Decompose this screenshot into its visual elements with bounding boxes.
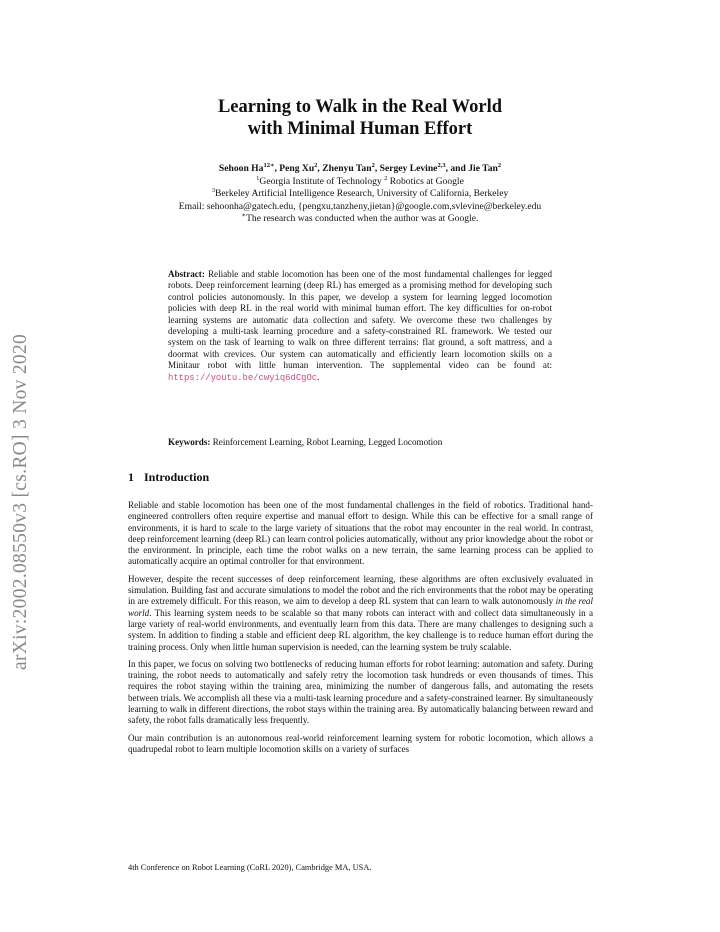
section-number: 1 [128,470,134,484]
affiliation-1: Georgia Institute of Technology [259,175,385,187]
keywords-text: Reinforcement Learning, Robot Learning, Legged Locomotion [210,437,443,447]
author-note [100,213,620,226]
author-3-affiliation: 2 [371,161,375,169]
paragraph-4: Our main contribution is an autonomous real-world reinforcement learning system for robotic locomotion, which allows a quadrupedal robot to learn multiple locomotion skills on a variety of surfaces [128,732,593,754]
author-2-affiliation: 2 [314,161,318,169]
email-line [100,201,620,214]
abstract-text: Reliable and stable locomotion has been one of the most fundamental challenges for legged robots. Deep reinforcement learning (deep RL) has emerged as a promising method for developing such control policies autonomously. In this paper, we develop a system for learning legged locomotion policies with deep RL in the real world with minimal human effort. The key difficulties for on-robot learning systems are automatic data collection and safety. We overcome these two challenges by developing a multi-task learning procedure and a safety-constrained RL framework. We tested our system on the task of learning to walk on three different terrains: flat ground, a soft mattress, and a doormat with crevices. Our system can automatically and efficiently learn locomotion skills on a Minitaur robot with little human intervention. The supplemental video can be found at: [168,269,552,371]
paragraph-2-part-1: However, despite the recent successes of deep reinforcement learning, these algorithms are often exclusively evaluated in simulation. Building fast and accurate simulations to model the robot and the rich environments that the robot may be operating in are extremely difficult. For this reason, we aim to develop a deep RL system that can learn to walk autonomously [128,573,593,607]
affiliation-3-marker: 3 [211,186,215,194]
keywords-label: Keywords: [168,437,211,447]
email-addresses: sehoonha@gatech.edu, {pengxu,tanzheny,jietan}@google.com,svlevine@berkeley.edu [206,200,542,212]
affiliation-3: Berkeley Artificial Intelligence Research, University of California, Berkeley [214,188,509,199]
affiliation-2-marker: 2 [384,174,388,182]
paragraph-1: Reliable and stable locomotion has been one of the most fundamental challenges in the field of robotics. Traditional hand-engineered controllers often require expertise and manual effort to design. While this can be effective for a small range of environments, it is hard to scale to the large variety of situations that the robot may encounter in the real world. In contrast, deep reinforcement learning (deep RL) can learn control policies automatically, without any prior knowledge about the robot or the environment. In principle, each time the robot walks on a new terrain, the same learning process can be applied to automatically acquire an optimal controller for that environment. [128,500,593,567]
section-heading-introduction [128,470,209,485]
abstract-label: Abstract: [168,269,205,279]
arxiv-identifier-stamp: arXiv:2002.08550v3 [cs.RO] 3 Nov 2020 [10,333,31,670]
author-2: , Peng Xu [274,163,315,174]
author-3: , Zhenyu Tan [317,163,372,174]
paragraph-3: In this paper, we focus on solving two bottlenecks of reducing human efforts for robot learning: automation and safety. During training, the robot needs to automatically and safely retry the locomotion task hundreds or even thousands of times. This requires the robot staying within the training area, minimizing the number of dangerous falls, and automating the resets between trials. We accomplish all these via a multi-task learning procedure and a safety-constrained learner. By simultaneously learning to walk in different directions, the robot stays within the training area. By automatically balancing between reward and safety, the robot falls dramatically less frequently. [128,658,593,726]
author-names [100,163,620,176]
introduction-body [128,500,593,761]
author-4: , Sergey Levine [374,163,438,174]
author-block [100,163,620,226]
affiliation-2: Robotics at Google [387,175,464,187]
author-1-affiliation: 12∗ [263,161,275,169]
conference-footnote: 4th Conference on Robot Learning (CoRL 2020), Cambridge MA, USA. [128,863,372,872]
video-link[interactable]: https://youtu.be/cwyiq6dCgOc [168,372,318,383]
paper-title-line-1: Learning to Walk in the Real World [217,97,503,117]
author-note-marker: ∗ [241,211,247,219]
affiliation-1-marker: 1 [256,174,260,182]
paper-title [120,96,600,140]
author-5: , and Jie Tan [445,163,498,174]
abstract [168,269,552,384]
paragraph-2-emphasis: in the real world [128,596,593,618]
email-label: Email: [178,200,207,212]
abstract-paragraph [168,269,552,384]
abstract-end: . [317,371,320,382]
section-title: Introduction [144,470,210,484]
paragraph-2 [128,574,593,653]
paper-title-line-2: with Minimal Human Effort [247,119,473,139]
author-1: Sehoon Ha [218,163,264,174]
author-4-affiliation: 2,3 [437,161,446,169]
author-note-text: The research was conducted when the author was at Google. [246,213,479,224]
keywords [168,437,552,448]
paragraph-2-part-2: . This learning system needs to be scalable so that many robots can interact with and collect data simultaneously in a large variety of real-world environments, and eventually learn from this data. There are many challenges to designing such a system. In addition to finding a stable and efficient deep RL algorithm, the key challenge is to reduce human effort during the training process. Only when little human supervision is needed, can the learning system be truly scalable. [128,607,593,652]
affiliation-line-1 [100,176,620,189]
affiliation-line-2 [100,188,620,201]
author-5-affiliation: 2 [497,161,502,169]
